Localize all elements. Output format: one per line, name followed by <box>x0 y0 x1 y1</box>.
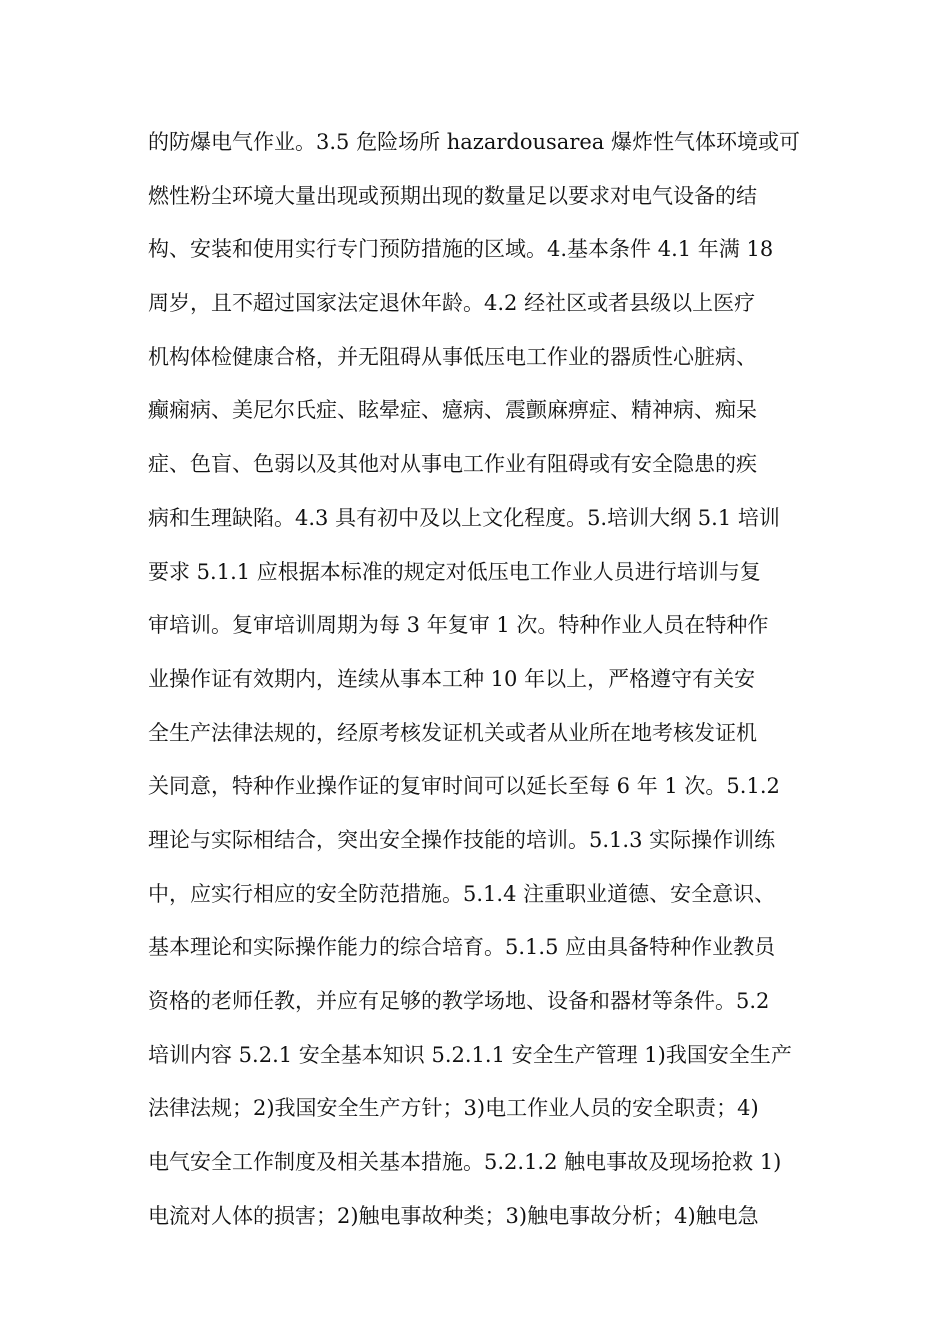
text-line: 要求 5.1.1 应根据本标准的规定对低压电工作业人员进行培训与复 <box>148 559 761 584</box>
text-line: 业操作证有效期内，连续从事本工种 10 年以上，严格遵守有关安 <box>148 666 756 691</box>
text-line: 症、色盲、色弱以及其他对从事电工作业有阻碍或有安全隐患的疾 <box>148 452 757 477</box>
text-line: 基本理论和实际操作能力的综合培育。5.1.5 应由具备特种作业教员 <box>148 935 776 960</box>
text-line: 机构体检健康合格，并无阻碍从事低压电工作业的器质性心脏病、 <box>148 344 757 369</box>
text-line: 电气安全工作制度及相关基本措施。5.2.1.2 触电事故及现场抢救 1) <box>148 1150 782 1175</box>
text-line: 理论与实际相结合，突出安全操作技能的培训。5.1.3 实际操作训练 <box>148 827 776 852</box>
text-line: 燃性粉尘环境大量出现或预期出现的数量足以要求对电气设备的结 <box>148 183 757 208</box>
text-line: 周岁，且不超过国家法定退休年龄。4.2 经社区或者县级以上医疗 <box>148 291 756 316</box>
text-line: 培训内容 5.2.1 安全基本知识 5.2.1.1 安全生产管理 1)我国安全生产 <box>148 1042 792 1067</box>
text-line: 资格的老师任教，并应有足够的教学场地、设备和器材等条件。5.2 <box>148 989 770 1013</box>
text-line: 全生产法律法规的，经原考核发证机关或者从业所在地考核发证机 <box>148 720 757 745</box>
text-line: 审培训。复审培训周期为每 3 年复审 1 次。特种作业人员在特种作 <box>148 613 769 638</box>
body-text <box>148 116 808 1243</box>
text-line: 电流对人体的损害；2)触电事故种类；3)触电事故分析；4)触电急 <box>148 1203 759 1228</box>
text-line: 癫痫病、美尼尔氏症、眩晕症、癔病、震颤麻痹症、精神病、痴呆 <box>148 398 757 423</box>
text-line: 病和生理缺陷。4.3 具有初中及以上文化程度。5.培训大纲 5.1 培训 <box>148 505 780 530</box>
text-line: 关同意，特种作业操作证的复审时间可以延长至每 6 年 1 次。5.1.2 <box>148 774 780 799</box>
text-line: 中，应实行相应的安全防范措施。5.1.4 注重职业道德、安全意识、 <box>148 881 776 906</box>
text-line: 构、安装和使用实行专门预防措施的区域。4.基本条件 4.1 年满 18 <box>148 237 774 262</box>
text-line: 法律法规；2)我国安全生产方针；3)电工作业人员的安全职责；4) <box>148 1096 759 1121</box>
text-line: 的防爆电气作业。3.5 危险场所 hazardousarea 爆炸性气体环境或可 <box>148 130 800 154</box>
